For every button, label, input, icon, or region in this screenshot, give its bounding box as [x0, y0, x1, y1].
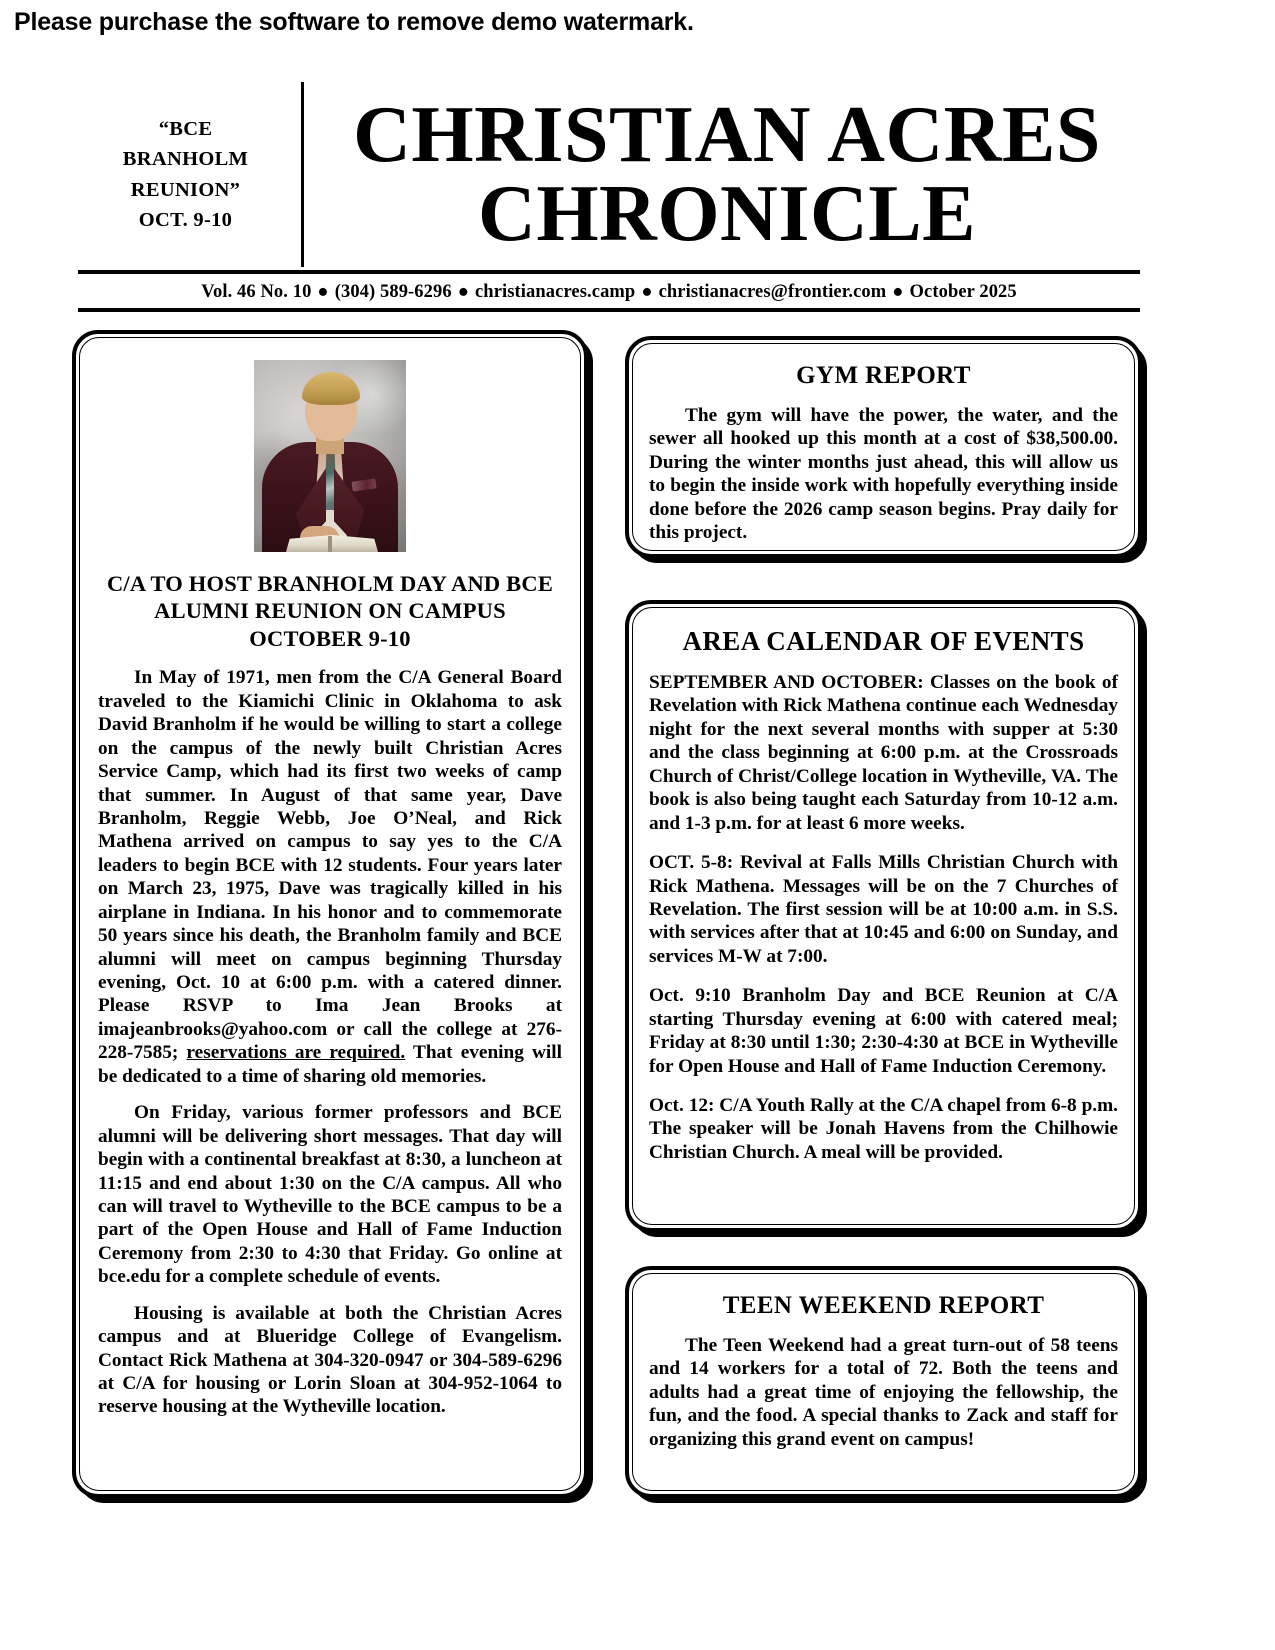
kicker-line-2: BRANHOLM	[122, 148, 249, 171]
masthead-nameplate	[304, 82, 1140, 267]
book-spine	[328, 536, 332, 552]
dateline-website[interactable]: christianacres.camp	[475, 282, 636, 302]
lead-story-paragraph-2: On Friday, various former professors and BCE alumni will be delivering short messages. That day will begin with a continental breakfast at 8:30, a luncheon at 11:15 and end about 1:30 on the C/A campus. All who can will travel to Wytheville to the BCE campus to be a part of the Open House and Hall of Fame Induction Ceremony from 2:30 to 4:30 that Friday. Go online at bce.edu for a complete schedule of events.	[98, 1102, 562, 1288]
calendar-entry: SEPTEMBER AND OCTOBER: Classes on the book of Revelation with Rick Mathena continue each Wednesday night for the next several months with supper at 5:30 and the class beginning at 6:00 p.m. at the Crossroads Church of Christ/College location in Wytheville, VA. The book is also being taught each Saturday from 10-12 a.m. and 1-3 p.m. for at least 6 more weeks.	[649, 672, 1118, 834]
kicker-line-3: REUNION”	[130, 178, 241, 201]
lead-story-paragraph-3: Housing is available at both the Christian Acres campus and at Blueridge College of Evangelism. Contact Rick Mathena at 304-320-0947 or 304-589-6296 at C/A for housing or Lorin Sloan at 304-952-1064 to reserve housing at the Wytheville location.	[98, 1302, 562, 1418]
masthead-rule-bottom	[78, 308, 1140, 312]
dateline-date: October 2025	[909, 282, 1017, 302]
gym-report-box	[625, 336, 1142, 558]
dateline-email[interactable]: christianacres@frontier.com	[658, 282, 887, 302]
nameplate-line-2: CHRONICLE	[478, 169, 976, 258]
calendar-entry: OCT. 5-8: Revival at Falls Mills Christian Church with Rick Mathena. Messages will be on the 7 Churches of Revelation. The first session will be at 10:00 a.m. in S.S. with services after that at 10:45 and 6:00 on Sunday, and services M-W at 7:00.	[649, 852, 1118, 967]
calendar-entry: Oct. 12: C/A Youth Rally at the C/A chapel from 6-8 p.m. The speaker will be Jonah Havens from the Chilhowie Christian Church. A meal will be provided.	[649, 1095, 1118, 1163]
dateline-sep-4: ●	[892, 282, 904, 302]
dateline-phone: (304) 589-6296	[334, 282, 452, 302]
demo-watermark: Please purchase the software to remove demo watermark.	[14, 8, 694, 36]
masthead	[78, 82, 1140, 267]
lead-paragraph-1-tail: That evening will be dedicated to a time of sharing old memories.	[98, 1042, 562, 1087]
lead-paragraph-1-main: In May of 1971, men from the C/A General Board traveled to the Kiamichi Clinic in Oklahoma to ask David Branholm if he would be willing to start a college on the campus of the newly built Christian Acres Service Camp, which had its first two weeks of camp that summer. In August of that same year, Dave Branholm, Reggie Webb, Joe O’Neal, and Rick Mathena arrived on campus to say yes to the C/A leaders to begin BCE with 12 students. Four years later on March 23, 1975, Dave was tragically killed in his airplane in Indiana. In his honor and to commemorate 50 years since his death, the Branholm family and BCE alumni will meet on campus beginning Thursday evening, Oct. 10 at 6:00 p.m. with a catered dinner. Please RSVP to Ima Jean Brooks at imajeanbrooks@yahoo.com or call the college at 276-228-7585;	[98, 667, 562, 1064]
dateline	[78, 282, 1140, 303]
area-calendar-box	[625, 600, 1142, 1232]
portrait-wrapper	[98, 360, 562, 552]
dateline-volume: Vol. 46 No. 10	[201, 282, 312, 302]
nameplate-line-1: CHRISTIAN ACRES	[353, 91, 1101, 180]
dateline-sep-3: ●	[641, 282, 653, 302]
dateline-sep-2: ●	[457, 282, 469, 302]
lead-story-box	[72, 330, 588, 1498]
lead-story-headline: C/A TO HOST BRANHOLM DAY AND BCE ALUMNI REUNION ON CAMPUS OCTOBER 9-10	[106, 571, 554, 651]
portrait-photo	[254, 360, 406, 552]
calendar-entry: Oct. 9:10 Branholm Day and BCE Reunion at C/A starting Thursday evening at 6:00 with catered meal; Friday at 8:30 until 1:30; 2:30-4:30 at BCE in Wytheville for Open House and Hall of Fame Induction Ceremony.	[649, 985, 1118, 1077]
reservations-required-underline: reservations are required.	[186, 1042, 406, 1064]
dateline-sep-1: ●	[317, 282, 329, 302]
kicker-line-4: OCT. 9-10	[138, 208, 233, 231]
gym-report-heading: GYM REPORT	[796, 362, 971, 389]
teen-weekend-body: The Teen Weekend had a great turn-out of 58 teens and 14 workers for a total of 72. Both the teens and adults had a great time of enjoying the fellowship, the fun, and the food. A special thanks to Zack and staff for organizing this grand event on campus!	[649, 1335, 1118, 1450]
gym-report-body: The gym will have the power, the water, and the sewer all hooked up this month at a cost of $38,500.00. During the winter months just ahead, this will allow us to begin the inside work with hopefully everything inside done before the 2026 camp season begins. Pray daily for this project.	[649, 405, 1118, 544]
teen-weekend-report-box	[625, 1266, 1142, 1498]
masthead-kicker	[78, 82, 301, 267]
area-calendar-heading: AREA CALENDAR OF EVENTS	[682, 626, 1085, 656]
masthead-rule-top	[78, 270, 1140, 274]
lead-story-paragraph-1	[98, 666, 562, 1088]
kicker-line-1: “BCE	[158, 117, 213, 140]
teen-weekend-heading: TEEN WEEKEND REPORT	[722, 1292, 1045, 1319]
